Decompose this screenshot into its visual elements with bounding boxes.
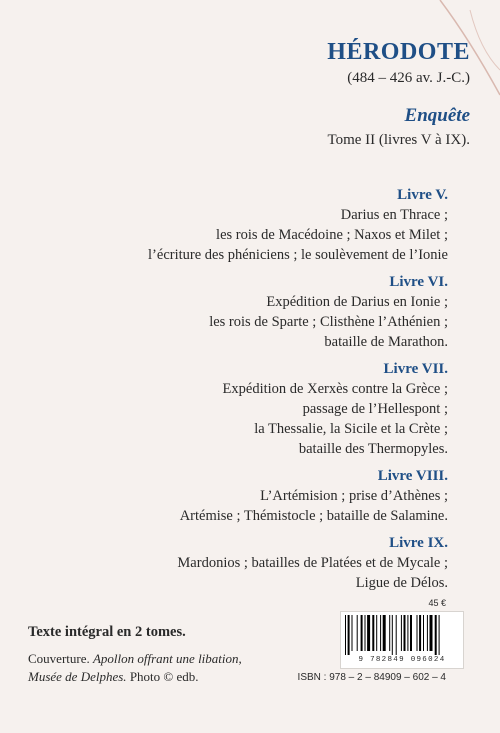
- barcode-bar: [430, 615, 433, 651]
- book-summary-line: l’écriture des phéniciens ; le soulèvement de l’Ionie: [148, 247, 448, 263]
- book-summary-line: la Thessalie, la Sicile et la Crète ;: [254, 421, 448, 437]
- book-summary-line: Darius en Thrace ;: [340, 207, 448, 223]
- barcode-bar: [423, 615, 424, 651]
- barcode-bar: [376, 615, 377, 651]
- book-summary-line: Ligue de Délos.: [355, 575, 448, 591]
- book-summary-line: Artémise ; Thémistocle ; bataille de Salamine.: [179, 508, 448, 524]
- price: 45 €: [428, 598, 446, 608]
- book-title: Livre V.: [397, 187, 448, 203]
- book-entry: [28, 273, 448, 352]
- barcode-bar: [417, 615, 418, 651]
- barcode-digits: 9 782849 096024: [358, 656, 446, 664]
- barcode-bar: [348, 615, 350, 655]
- book-summary-line: bataille des Thermopyles.: [298, 441, 448, 457]
- photo-credit: Photo © edb.: [129, 669, 199, 684]
- isbn: ISBN : 978 – 2 – 84909 – 602 – 4: [297, 672, 446, 683]
- barcode-bar: [380, 615, 381, 651]
- barcode-bar: [427, 615, 428, 651]
- barcode-bar: [396, 615, 397, 655]
- barcode-bar: [435, 615, 437, 655]
- barcode-bar: [401, 615, 402, 651]
- book-entry: [28, 467, 448, 526]
- barcode-bar: [361, 615, 363, 651]
- barcode-bar: [404, 615, 406, 651]
- barcode: [340, 611, 464, 669]
- book-summary-line: L’Artémision ; prise d’Athènes ;: [260, 488, 448, 504]
- book-entry: [28, 186, 448, 265]
- barcode-bar: [407, 615, 408, 651]
- integral-text: Texte intégral en 2 tomes.: [28, 624, 186, 640]
- book-title: Livre VII.: [383, 361, 448, 377]
- book-entry: [28, 360, 448, 459]
- work-title: Enquête: [404, 105, 470, 126]
- book-summary-line: bataille de Marathon.: [324, 334, 448, 350]
- book-summary-line: les rois de Sparte ; Clisthène l’Athénien ;: [209, 314, 448, 330]
- footer-info: [28, 622, 288, 686]
- barcode-bar: [410, 615, 412, 651]
- book-title: Livre VIII.: [377, 468, 448, 484]
- barcode-bar: [372, 615, 374, 651]
- book-summary-line: passage de l’Hellespont ;: [302, 401, 448, 417]
- books-list: [28, 186, 448, 601]
- author-dates: (484 – 426 av. J.-C.): [347, 70, 470, 86]
- barcode-bar: [392, 615, 393, 655]
- barcode-bar: [389, 615, 390, 651]
- author-name: HÉRODOTE: [327, 39, 470, 65]
- barcode-bar: [345, 615, 346, 655]
- barcode-bar: [383, 615, 386, 651]
- barcode-bar: [365, 615, 366, 651]
- cover-label: Couverture.: [28, 651, 90, 666]
- tome-subtitle: Tome II (livres V à IX).: [327, 132, 470, 148]
- barcode-bars: [345, 615, 459, 655]
- book-summary-line: Expédition de Darius en Ionie ;: [266, 294, 448, 310]
- barcode-bar: [357, 615, 358, 651]
- barcode-bar: [367, 615, 370, 651]
- barcode-bar: [439, 615, 440, 655]
- cover-title: Apollon offrant une libation,: [92, 651, 242, 666]
- book-summary-line: Mardonios ; batailles de Platées et de Mycale ;: [177, 555, 448, 571]
- book-entry: [28, 534, 448, 593]
- book-summary-line: Expédition de Xerxès contre la Grèce ;: [222, 381, 448, 397]
- title-block: [170, 38, 470, 150]
- cover-credit: [28, 650, 288, 686]
- book-title: Livre VI.: [389, 274, 448, 290]
- book-summary-line: les rois de Macédoine ; Naxos et Milet ;: [216, 227, 448, 243]
- barcode-bar: [352, 615, 353, 651]
- cover-museum: Musée de Delphes.: [28, 669, 127, 684]
- barcode-bar: [419, 615, 421, 651]
- book-title: Livre IX.: [389, 535, 448, 551]
